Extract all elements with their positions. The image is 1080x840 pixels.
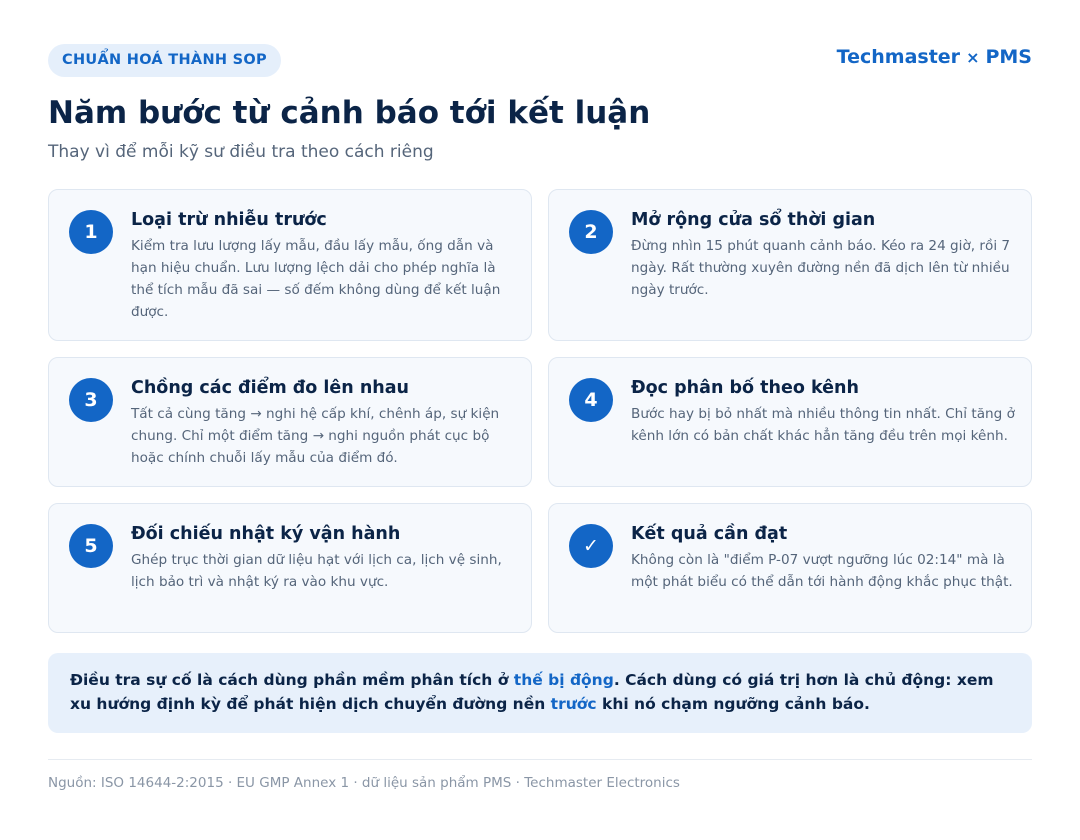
source-note: Nguồn: ISO 14644-2:2015 · EU GMP Annex 1 · dữ liệu sản phẩm PMS · Techmaster Electronics	[48, 775, 680, 791]
result-description: Không còn là "điểm P-07 vượt ngưỡng lúc 02:14" mà là một phát biểu có thể dẫn tới hành động khắc phục thật.	[631, 552, 1013, 590]
callout-box	[48, 653, 1032, 733]
page-title: Năm bước từ cảnh báo tới kết luận	[48, 95, 651, 131]
footer-divider	[48, 759, 1032, 760]
brand-logo	[837, 44, 1032, 71]
brand-techmaster: Techmaster	[836, 46, 961, 68]
section-tag: CHUẨN HOÁ THÀNH SOP	[48, 44, 281, 77]
step-card-3	[48, 357, 532, 487]
callout-text-1: Điều tra sự cố là cách dùng phần mềm phân tích ở	[70, 671, 514, 689]
step-number-badge: 5	[69, 524, 113, 568]
step-title: Đối chiếu nhật ký vận hành	[131, 524, 401, 544]
step-number-badge: 1	[69, 210, 113, 254]
step-title: Mở rộng cửa sổ thời gian	[631, 210, 876, 230]
step-title: Đọc phân bố theo kênh	[631, 378, 859, 398]
callout-highlight-passive: thế bị động	[513, 671, 614, 689]
step-card-1	[48, 189, 532, 341]
step-description: Tất cả cùng tăng → nghi hệ cấp khí, chênh áp, sự kiện chung. Chỉ một điểm tăng → nghi nguồn phát cục bộ hoặc chính chuỗi lấy mẫu của điểm đó.	[131, 406, 500, 466]
brand-separator: ×	[966, 48, 980, 67]
callout-text-2: . Cách dùng có giá trị hơn là chủ động: xem xu hướng định kỳ để phát hiện dịch chuyển đường nền	[70, 671, 994, 713]
callout-highlight-before: trước	[550, 695, 597, 713]
step-description: Ghép trục thời gian dữ liệu hạt với lịch ca, lịch vệ sinh, lịch bảo trì và nhật ký ra vào khu vực.	[131, 552, 502, 590]
page-subtitle: Thay vì để mỗi kỹ sư điều tra theo cách riêng	[48, 142, 434, 162]
step-number-badge: 4	[569, 378, 613, 422]
callout-text-3: khi nó chạm ngưỡng cảnh báo.	[596, 695, 870, 713]
step-card-2	[548, 189, 1032, 341]
step-title: Loại trừ nhiễu trước	[131, 210, 327, 230]
result-title: Kết quả cần đạt	[631, 524, 788, 544]
step-description: Bước hay bị bỏ nhất mà nhiều thông tin nhất. Chỉ tăng ở kênh lớn có bản chất khác hẳn tăng đều trên mọi kênh.	[631, 406, 1015, 444]
step-title: Chồng các điểm đo lên nhau	[131, 378, 410, 398]
step-description: Đừng nhìn 15 phút quanh cảnh báo. Kéo ra 24 giờ, rồi 7 ngày. Rất thường xuyên đường nền đã dịch lên từ nhiều ngày trước.	[631, 238, 1011, 298]
step-number-badge: 3	[69, 378, 113, 422]
step-number-badge: 2	[569, 210, 613, 254]
step-card-5	[48, 503, 532, 633]
step-card-4	[548, 357, 1032, 487]
brand-pms: PMS	[985, 46, 1032, 68]
step-description: Kiểm tra lưu lượng lấy mẫu, đầu lấy mẫu, ống dẫn và hạn hiệu chuẩn. Lưu lượng lệch dải cho phép nghĩa là thể tích mẫu đã sai — số đếm không dùng để kết luận được.	[131, 238, 501, 320]
checkmark-icon: ✓	[569, 524, 613, 568]
result-card	[548, 503, 1032, 633]
